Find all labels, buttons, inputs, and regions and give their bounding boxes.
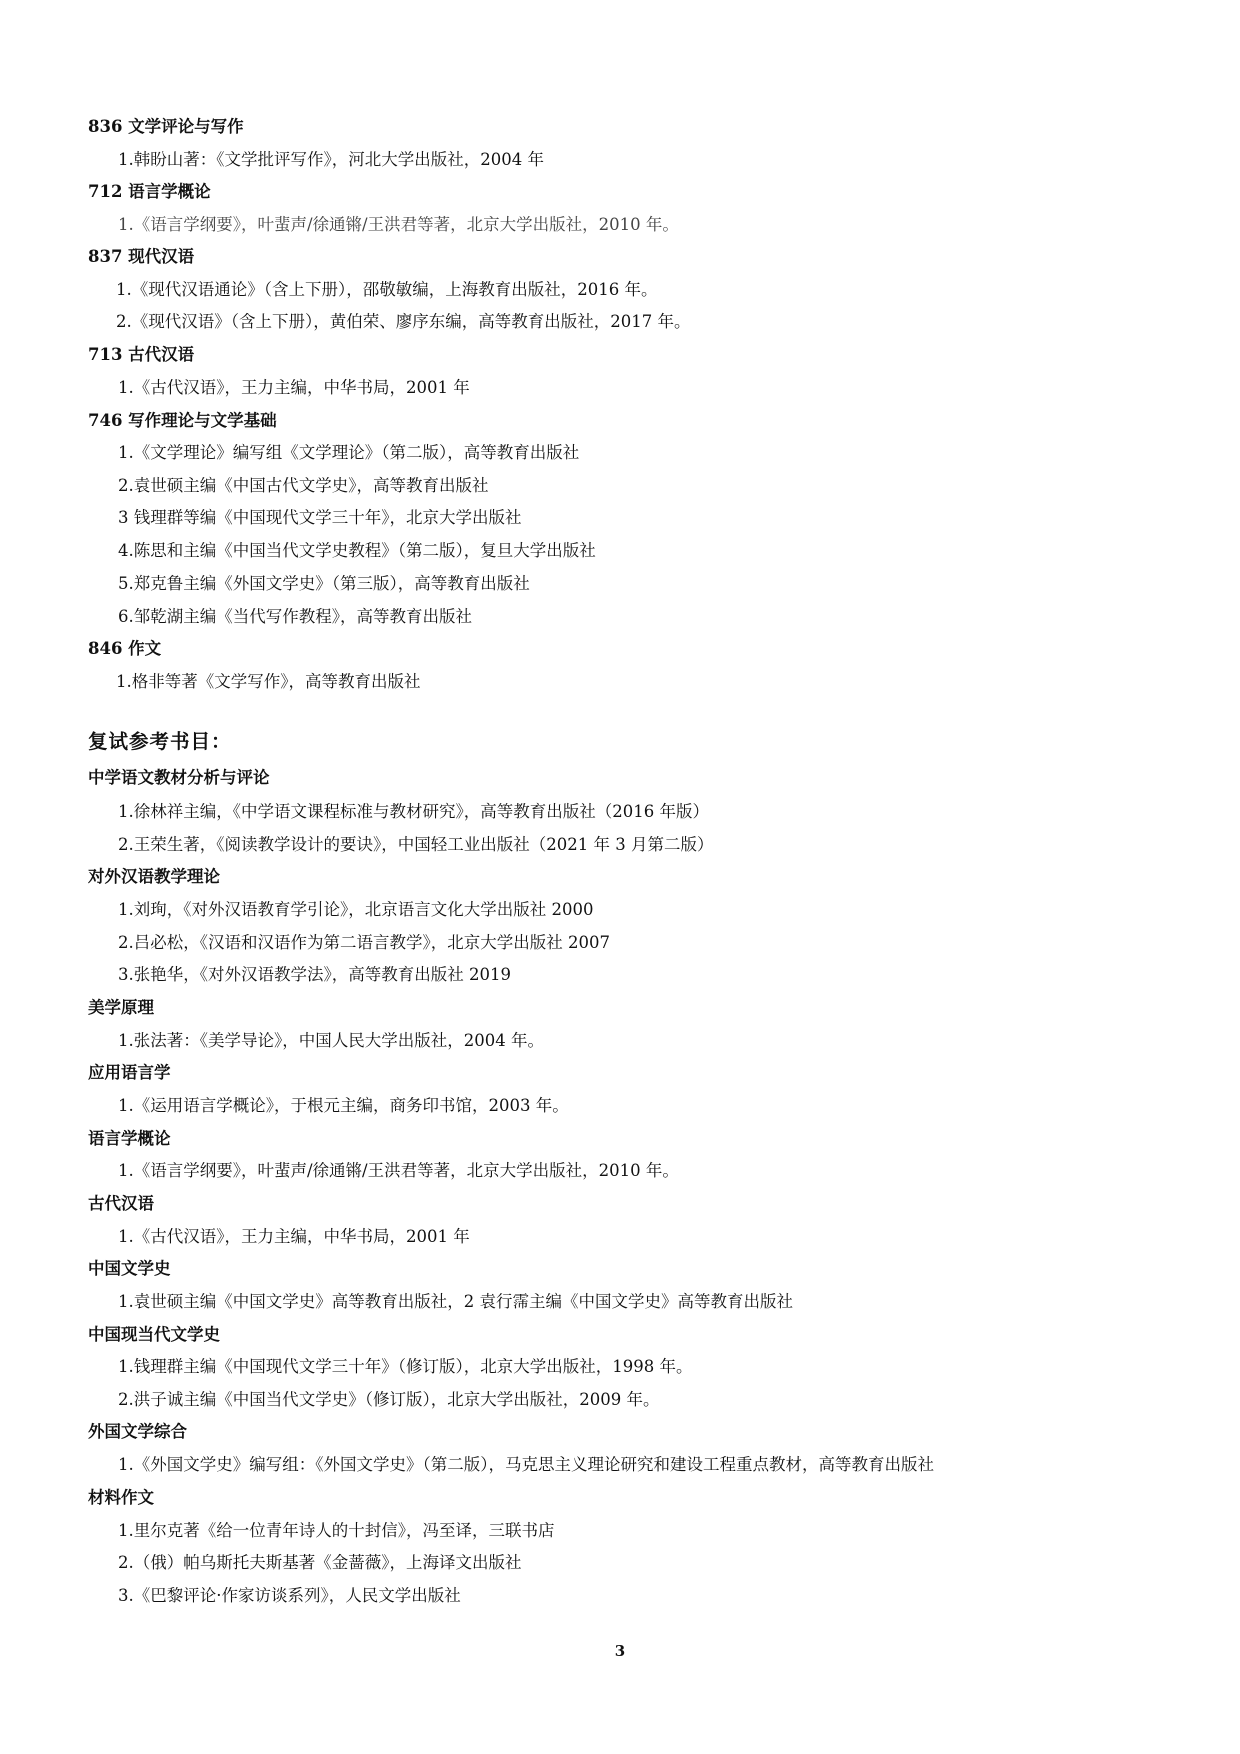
reference-item: 2.袁世硕主编《中国古代文学史》，高等教育出版社 [118,476,489,495]
reference-item: 2.《现代汉语》（含上下册），黄伯荣、廖序东编，高等教育出版社，2017 年。 [116,312,691,331]
reference-item: 3.《巴黎评论·作家访谈系列》，人民文学出版社 [118,1586,461,1605]
reference-item: 1.《语言学纲要》，叶蜚声/徐通锵/王洪君等著，北京大学出版社，2010 年。 [118,215,679,234]
subject-heading: 中国现当代文学史 [88,1325,220,1344]
subject-heading: 语言学概论 [88,1129,171,1148]
reference-item: 1.《文学理论》编写组《文学理论》（第二版），高等教育出版社 [118,443,580,462]
reference-item: 2.吕必松，《汉语和汉语作为第二语言教学》，北京大学出版社 2007 [118,933,610,952]
subject-heading: 中国文学史 [88,1259,171,1278]
reference-item: 1.《运用语言学概论》，于根元主编，商务印书馆，2003 年。 [118,1096,569,1115]
subject-heading: 846 作文 [88,639,162,658]
reference-item: 1.钱理群主编《中国现代文学三十年》（修订版），北京大学出版社，1998 年。 [118,1357,693,1376]
page-number: 3 [614,1642,626,1660]
subject-heading: 713 古代汉语 [88,345,195,364]
subject-heading: 美学原理 [88,998,154,1017]
subject-heading: 应用语言学 [88,1063,171,1082]
reference-item: 1.里尔克著《给一位青年诗人的十封信》，冯至译，三联书店 [118,1521,555,1540]
reference-item: 1.《外国文学史》编写组：《外国文学史》（第二版），马克思主义理论研究和建设工程重点教材，高等教育出版社 [118,1455,934,1474]
reference-item: 1.《语言学纲要》，叶蜚声/徐通锵/王洪君等著，北京大学出版社，2010 年。 [118,1161,679,1180]
reference-item: 1.《古代汉语》，王力主编，中华书局，2001 年 [118,1227,470,1246]
reference-item: 3.张艳华，《对外汉语教学法》，高等教育出版社 2019 [118,965,511,984]
subject-heading: 中学语文教材分析与评论 [88,768,270,787]
subject-heading: 外国文学综合 [88,1422,187,1441]
reference-item: 2.王荣生著，《阅读教学设计的要诀》，中国轻工业出版社（2021 年 3 月第二版） [118,835,714,854]
reference-item: 5.郑克鲁主编《外国文学史》（第三版），高等教育出版社 [118,574,530,593]
subject-heading: 837 现代汉语 [88,247,195,266]
reference-item: 1.徐林祥主编，《中学语文课程标准与教材研究》，高等教育出版社（2016 年版） [118,802,709,821]
subject-heading: 材料作文 [88,1488,154,1507]
reference-item: 1.《现代汉语通论》（含上下册），邵敬敏编，上海教育出版社，2016 年。 [116,280,658,299]
subject-heading: 古代汉语 [88,1194,154,1213]
reference-item: 1.韩盼山著：《文学批评写作》，河北大学出版社，2004 年 [118,150,544,169]
reference-item: 1.刘珣，《对外汉语教育学引论》，北京语言文化大学出版社 2000 [118,900,594,919]
reference-item: 1.张法著：《美学导论》，中国人民大学出版社，2004 年。 [118,1031,544,1050]
reference-item: 2.（俄）帕乌斯托夫斯基著《金蔷薇》，上海译文出版社 [118,1553,522,1572]
reference-item: 3 钱理群等编《中国现代文学三十年》，北京大学出版社 [118,508,522,527]
reference-item: 4.陈思和主编《中国当代文学史教程》（第二版），复旦大学出版社 [118,541,596,560]
reference-item: 1.《古代汉语》，王力主编，中华书局，2001 年 [118,378,470,397]
reference-item: 1.格非等著《文学写作》，高等教育出版社 [116,672,421,691]
subject-heading: 对外汉语教学理论 [88,867,220,886]
retest-section-title: 复试参考书目： [88,730,232,753]
subject-heading: 746 写作理论与文学基础 [88,411,277,430]
reference-item: 6.邹乾湖主编《当代写作教程》，高等教育出版社 [118,607,472,626]
reference-item: 2.洪子诚主编《中国当代文学史》（修订版），北京大学出版社，2009 年。 [118,1390,660,1409]
subject-heading: 712 语言学概论 [88,182,211,201]
subject-heading: 836 文学评论与写作 [88,117,244,136]
reference-item: 1.袁世硕主编《中国文学史》高等教育出版社，2 袁行霈主编《中国文学史》高等教育出版社 [118,1292,793,1311]
